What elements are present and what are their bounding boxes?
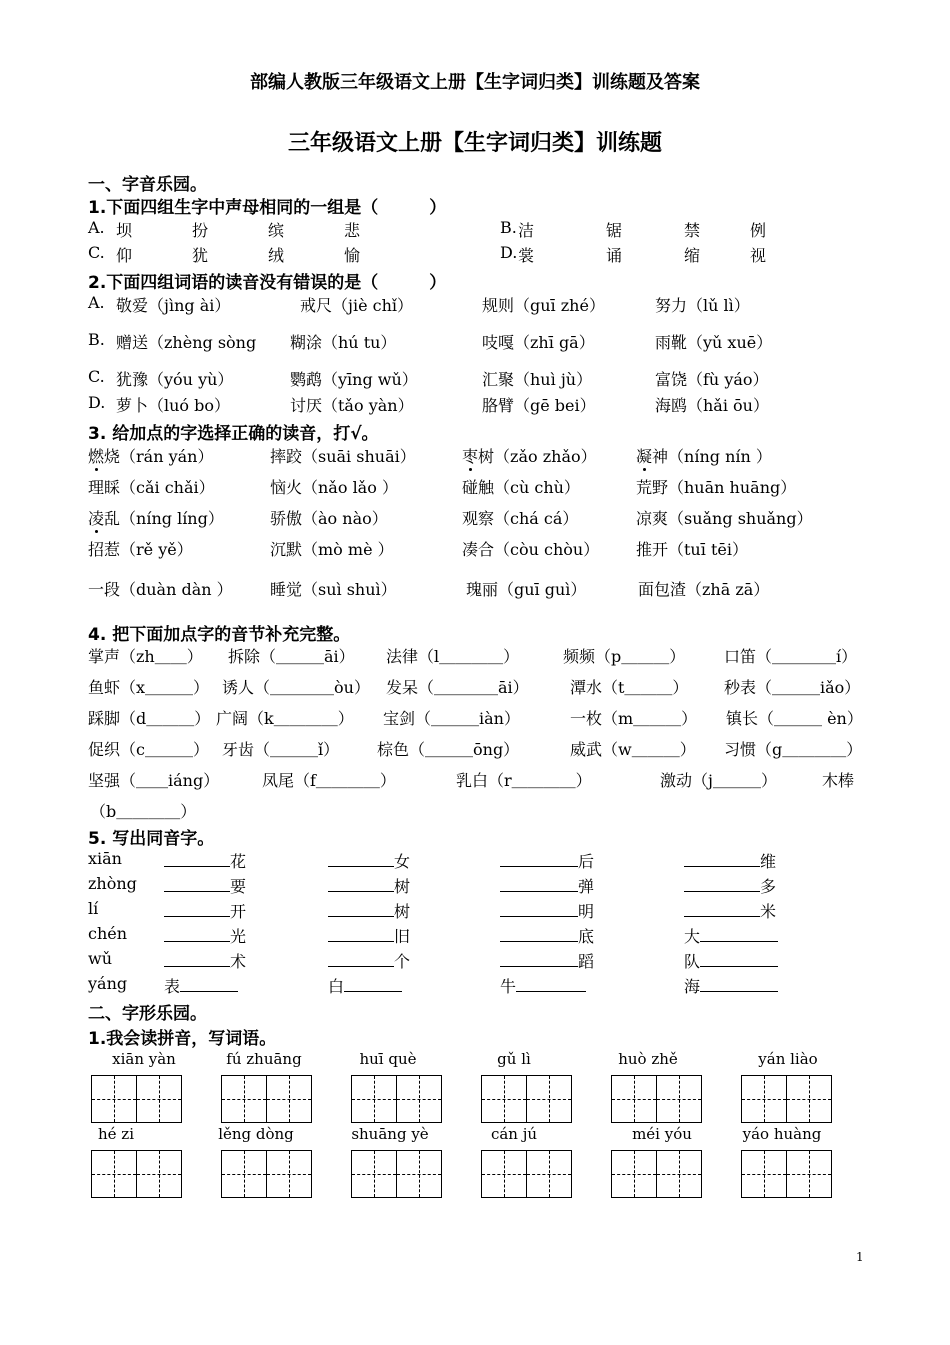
q2-word: 努力（lǔ lì）	[655, 296, 750, 315]
q3-item: 推开（tuī tēi）	[636, 540, 748, 559]
q3-item: 恼火（nǎo lǎo ）	[270, 478, 398, 497]
q4-item: 广阔（k＿＿＿＿）	[216, 709, 354, 728]
answer-blank[interactable]	[164, 877, 230, 892]
writing-grid-cell[interactable]	[136, 1075, 182, 1123]
q1-option-b-label: B.	[500, 218, 517, 237]
q2-row-label: A.	[88, 293, 105, 312]
q1-option-d-label: D.	[500, 243, 518, 262]
q1-option-a-char: 坝	[116, 221, 133, 240]
q2-row-label: D.	[88, 393, 106, 412]
q4-item: 发呆（＿＿＿＿āi）	[386, 678, 529, 697]
q4-item: 潭水（t＿＿＿）	[570, 678, 689, 697]
writing-grid-cell[interactable]	[611, 1075, 657, 1123]
q2-word: 犹豫（yóu yù）	[116, 370, 234, 389]
writing-grid-cell[interactable]	[221, 1075, 267, 1123]
q4-item: 秒表（＿＿＿iǎo）	[724, 678, 861, 697]
writing-grid-cell[interactable]	[481, 1075, 527, 1123]
answer-blank[interactable]	[164, 952, 230, 967]
writing-grid-cell[interactable]	[611, 1150, 657, 1198]
q5-item: 队	[684, 949, 778, 972]
q3-item: 睡觉（suì shuì）	[270, 580, 397, 599]
q2-row-label: B.	[88, 330, 105, 349]
writing-grid-cell[interactable]	[481, 1150, 527, 1198]
q1-option-c-char: 仰	[116, 246, 133, 265]
section-2-heading: 二、字形乐园。	[88, 1004, 207, 1024]
answer-blank[interactable]	[684, 877, 760, 892]
answer-blank[interactable]	[344, 977, 402, 992]
q5-item: 旧	[328, 924, 410, 947]
q2-word: 赠送（zhèng sòng	[116, 333, 257, 352]
q2-word: 胳臂（gē bei）	[482, 396, 596, 415]
q2-row-label: C.	[88, 367, 105, 386]
q3-item: 摔跤（suāi shuāi）	[270, 447, 416, 466]
grid-pinyin: huò zhě	[618, 1050, 678, 1068]
q5-item: 术	[164, 949, 246, 972]
answer-blank[interactable]	[180, 977, 238, 992]
q2-title: 2.下面四组词语的读音没有错误的是（ ）	[88, 273, 447, 293]
answer-blank[interactable]	[700, 977, 778, 992]
q2-word: 吱嘎（zhī gā）	[482, 333, 595, 352]
q1-option-d-char: 诵	[606, 246, 623, 265]
grid-pinyin: yáo huàng	[742, 1125, 822, 1143]
q2-word: 戒尺（jiè chǐ）	[300, 296, 414, 315]
answer-blank[interactable]	[328, 852, 394, 867]
q1-option-d-char: 缩	[684, 246, 701, 265]
q4-item: 棕色（＿＿＿ōng）	[377, 740, 520, 759]
q5-item: 米	[684, 899, 776, 922]
q4-item: 宝剑（＿＿＿iàn）	[383, 709, 520, 728]
q4-item: 乳白（r＿＿＿＿）	[456, 771, 592, 790]
q5-title: 5. 写出同音字。	[88, 829, 215, 849]
q1-option-d-char: 视	[750, 246, 767, 265]
q2-word: 海鸥（hǎi ōu）	[655, 396, 769, 415]
answer-blank[interactable]	[328, 927, 394, 942]
grid-pinyin: gǔ lì	[497, 1050, 531, 1068]
q2-word: 富饶（fù yáo）	[655, 370, 769, 389]
q5-pinyin: xiān	[88, 849, 122, 868]
answer-blank[interactable]	[684, 852, 760, 867]
q4-item: 口笛（＿＿＿＿í）	[724, 647, 858, 666]
q3-item-text: 树（zǎo zhǎo）	[478, 447, 597, 466]
q5-item: 底	[500, 924, 594, 947]
q1-option-b-char: 锯	[606, 221, 623, 240]
q4-item: 习惯（g＿＿＿＿）	[724, 740, 863, 759]
q4-item: 威武（w＿＿＿）	[570, 740, 696, 759]
q2-word: 敬爱（jìng ài）	[116, 296, 231, 315]
page-number: 1	[856, 1250, 864, 1264]
writing-grid-cell[interactable]	[266, 1075, 312, 1123]
q3-item: 凑合（còu chòu）	[462, 540, 600, 559]
q2-word: 萝卜（luó bo）	[116, 396, 231, 415]
q5-item: 白	[328, 974, 402, 997]
writing-grid-cell[interactable]	[396, 1075, 442, 1123]
q5-item: 蹈	[500, 949, 594, 972]
q3-item-text: 乱（níng líng）	[104, 509, 224, 528]
q3-item: 沉默（mò mè ）	[270, 540, 394, 559]
q5-item: 树	[328, 899, 410, 922]
q5-item: 花	[164, 849, 246, 872]
s2-q1-title: 1.我会读拼音，写词语。	[88, 1029, 277, 1049]
q4-item: （b＿＿＿＿）	[90, 802, 197, 821]
answer-blank[interactable]	[164, 927, 230, 942]
answer-blank[interactable]	[500, 852, 578, 867]
q4-item: 频频（p＿＿＿）	[563, 647, 686, 666]
writing-grid-cell[interactable]	[656, 1075, 702, 1123]
q4-item: 诱人（＿＿＿＿òu）	[222, 678, 370, 697]
q1-option-a-char: 缤	[268, 221, 285, 240]
q1-option-b-char: 禁	[684, 221, 701, 240]
q1-option-a-char: 悲	[344, 221, 361, 240]
q1-option-b-char: 洁	[518, 221, 535, 240]
q4-item: 凤尾（f＿＿＿＿）	[262, 771, 396, 790]
q4-title: 4. 把下面加点字的音节补充完整。	[88, 625, 351, 645]
q5-item: 明	[500, 899, 594, 922]
q4-item: 木棒	[822, 771, 855, 790]
q4-item: 一枚（m＿＿＿）	[570, 709, 698, 728]
answer-blank[interactable]	[328, 952, 394, 967]
writing-grid-cell[interactable]	[526, 1075, 572, 1123]
q3-item: 碰触（cù chù）	[462, 478, 580, 497]
answer-blank[interactable]	[164, 852, 230, 867]
q5-pinyin: chén	[88, 924, 128, 943]
q2-word: 汇聚（huì jù）	[482, 370, 593, 389]
writing-grid-cell[interactable]	[221, 1150, 267, 1198]
q5-item: 光	[164, 924, 246, 947]
writing-grid-cell[interactable]	[351, 1150, 397, 1198]
writing-grid-cell[interactable]	[526, 1150, 572, 1198]
answer-blank[interactable]	[328, 902, 394, 917]
q5-pinyin: zhòng	[88, 874, 137, 893]
q5-item: 要	[164, 874, 246, 897]
q4-item: 激动（j＿＿＿）	[660, 771, 777, 790]
q3-item: 面包渣（zhā zā）	[638, 580, 770, 599]
q3-item: 凉爽（suǎng shuǎng）	[636, 509, 813, 528]
answer-blank[interactable]	[500, 877, 578, 892]
q4-item: 牙齿（＿＿＿ǐ）	[222, 740, 340, 759]
writing-grid-cell[interactable]	[786, 1075, 832, 1123]
q5-item: 开	[164, 899, 246, 922]
q2-word: 鹦鹉（yīng wǔ）	[290, 370, 418, 389]
q4-item: 掌声（zh＿＿）	[88, 647, 203, 666]
section-1-heading: 一、字音乐园。	[88, 175, 207, 195]
q1-option-a-char: 扮	[192, 221, 209, 240]
writing-grid-cell[interactable]	[91, 1150, 137, 1198]
q3-item-text: 烧（rán yán）	[104, 447, 214, 466]
grid-pinyin: xiān yàn	[112, 1050, 176, 1068]
q5-item: 海	[684, 974, 778, 997]
q4-item: 拆除（＿＿＿āi）	[228, 647, 355, 666]
q3-item: 招惹（rě yě）	[88, 540, 193, 559]
q3-item: 一段（duàn dàn ）	[88, 580, 233, 599]
q3-item	[88, 444, 213, 467]
q4-item: 鱼虾（x＿＿＿）	[88, 678, 210, 697]
answer-blank[interactable]	[500, 902, 578, 917]
q2-word: 讨厌（tǎo yàn）	[290, 396, 414, 415]
grid-pinyin: yán liào	[758, 1050, 818, 1068]
q5-item: 大	[684, 924, 778, 947]
q3-item: 骄傲（ào nào）	[270, 509, 388, 528]
grid-pinyin: cán jú	[490, 1125, 538, 1143]
writing-grid-cell[interactable]	[266, 1150, 312, 1198]
answer-blank[interactable]	[516, 977, 586, 992]
grid-pinyin: méi yóu	[632, 1125, 692, 1143]
answer-blank[interactable]	[500, 927, 578, 942]
dotted-char: 枣	[462, 444, 478, 467]
grid-pinyin: fú zhuāng	[226, 1050, 302, 1068]
q5-item: 树	[328, 874, 410, 897]
q5-item: 表	[164, 974, 238, 997]
q3-item: 观察（chá cá）	[462, 509, 579, 528]
q5-item: 后	[500, 849, 594, 872]
writing-grid-cell[interactable]	[741, 1075, 787, 1123]
writing-grid-cell[interactable]	[741, 1150, 787, 1198]
grid-pinyin: huī què	[359, 1050, 417, 1068]
answer-blank[interactable]	[500, 952, 578, 967]
q5-item: 女	[328, 849, 410, 872]
writing-grid-cell[interactable]	[136, 1150, 182, 1198]
grid-pinyin: lěng dòng	[218, 1125, 294, 1143]
q2-word: 规则（guī zhé）	[482, 296, 605, 315]
q3-item: 荒野（huān huāng）	[636, 478, 797, 497]
q5-pinyin: yáng	[88, 974, 128, 993]
grid-pinyin: shuāng yè	[351, 1125, 429, 1143]
answer-blank[interactable]	[684, 902, 760, 917]
q3-item	[462, 444, 597, 467]
q3-item-text: 神（níng nín ）	[652, 447, 772, 466]
dotted-char: 燃	[88, 444, 104, 467]
q1-option-c-char: 绒	[268, 246, 285, 265]
q3-item: 瑰丽（guī guì）	[466, 580, 587, 599]
dotted-char: 凌	[88, 506, 104, 529]
q5-item: 弹	[500, 874, 594, 897]
q1-option-c-label: C.	[88, 243, 105, 262]
q4-item: 镇长（＿＿＿ èn）	[726, 709, 863, 728]
q4-item: 法律（l＿＿＿＿）	[386, 647, 520, 666]
q5-item: 牛	[500, 974, 586, 997]
grid-pinyin: hé zi	[97, 1125, 134, 1143]
q3-item	[88, 506, 224, 529]
dotted-char: 凝	[636, 444, 652, 467]
q1-option-c-char: 愉	[344, 246, 361, 265]
q1-option-c-char: 犹	[192, 246, 209, 265]
q3-title: 3. 给加点的字选择正确的读音，打√。	[88, 424, 379, 444]
q1-option-d-char: 裳	[518, 246, 535, 265]
q3-item	[636, 444, 772, 467]
q1-option-a-label: A.	[88, 218, 105, 237]
writing-grid-cell[interactable]	[351, 1075, 397, 1123]
writing-grid-cell[interactable]	[91, 1075, 137, 1123]
answer-blank[interactable]	[700, 927, 778, 942]
answer-blank[interactable]	[328, 877, 394, 892]
q2-word: 糊涂（hú tu）	[290, 333, 397, 352]
writing-grid-cell[interactable]	[396, 1150, 442, 1198]
q5-pinyin: wǔ	[88, 949, 112, 968]
q4-item: 踩脚（d＿＿＿）	[88, 709, 211, 728]
q5-pinyin: lí	[88, 899, 99, 918]
writing-grid-cell[interactable]	[786, 1150, 832, 1198]
q1-option-b-char: 例	[750, 221, 767, 240]
q5-item: 维	[684, 849, 776, 872]
q2-word: 雨靴（yǔ xuē）	[655, 333, 773, 352]
answer-blank[interactable]	[700, 952, 778, 967]
worksheet-title: 三年级语文上册【生字词归类】训练题	[287, 131, 662, 156]
answer-blank[interactable]	[164, 902, 230, 917]
q5-item: 多	[684, 874, 776, 897]
q4-item: 促织（c＿＿＿）	[88, 740, 209, 759]
q3-item: 理睬（cǎi chǎi）	[88, 478, 215, 497]
q5-item: 个	[328, 949, 410, 972]
writing-grid-cell[interactable]	[656, 1150, 702, 1198]
document-title: 部编人教版三年级语文上册【生字词归类】训练题及答案	[250, 72, 700, 93]
q4-item: 坚强（＿＿iáng）	[88, 771, 220, 790]
q1-title: 1.下面四组生字中声母相同的一组是（ ）	[88, 198, 447, 218]
